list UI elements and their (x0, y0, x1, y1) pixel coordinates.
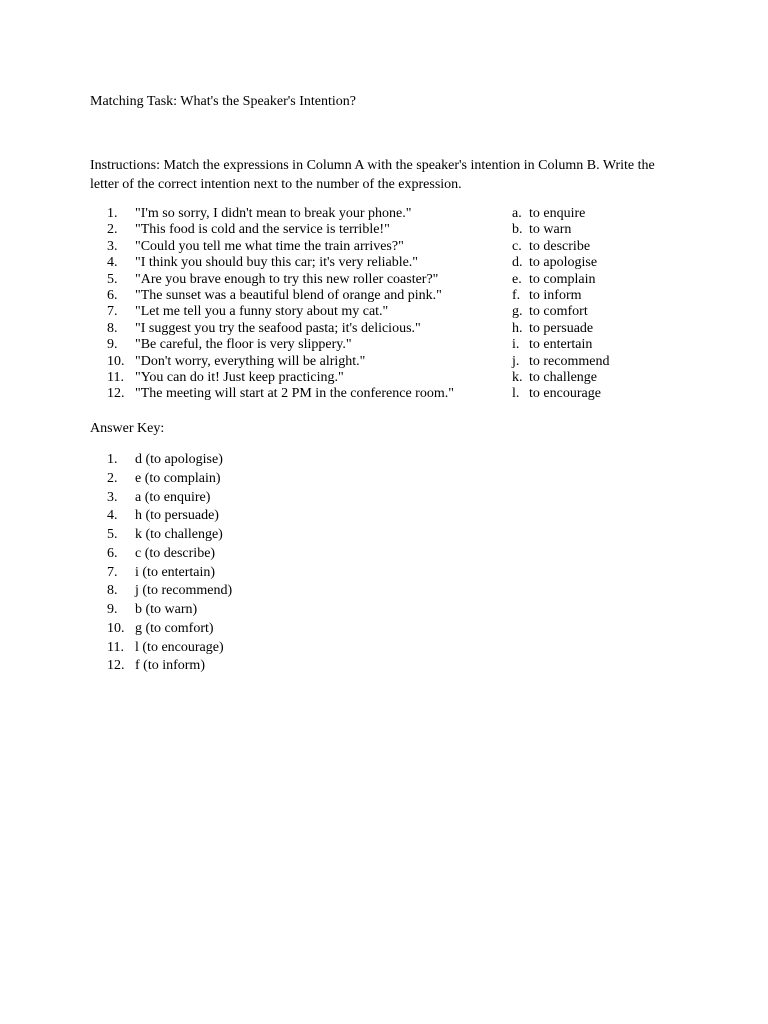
item-number: 5. (107, 527, 118, 542)
expression-text: "Let me tell you a funny story about my cat." (135, 304, 389, 320)
item-number: 2. (107, 470, 118, 486)
answer-item (107, 526, 232, 545)
expression-item (107, 239, 507, 255)
item-letter: b. (512, 222, 523, 238)
intention-text: to apologise (529, 255, 598, 271)
answer-item (107, 620, 232, 639)
item-number: 11. (107, 369, 124, 385)
answer-text: e (to complain) (135, 470, 221, 486)
intention-text: to recommend (529, 353, 610, 369)
item-number: 12. (107, 386, 125, 402)
expression-item (107, 321, 507, 337)
answer-text: i (to entertain) (135, 564, 216, 580)
item-number: 9. (107, 602, 118, 617)
item-number: 12. (107, 658, 125, 674)
answer-item (107, 582, 232, 601)
expression-text: "I think you should buy this car; it's very reliable." (135, 255, 419, 271)
answer-text: a (to enquire) (135, 489, 211, 505)
expression-item (107, 206, 507, 222)
item-letter: j. (512, 353, 520, 369)
answer-item (107, 657, 232, 676)
item-number: 8. (107, 583, 118, 599)
expression-text: "This food is cold and the service is terrible!" (135, 222, 390, 238)
expression-text: "Be careful, the floor is very slippery." (135, 337, 352, 353)
item-letter: i. (512, 337, 520, 353)
expression-text: "I suggest you try the seafood pasta; it's delicious." (135, 320, 421, 336)
answer-item (107, 470, 232, 489)
answer-text: c (to describe) (135, 545, 216, 561)
expression-text: "You can do it! Just keep practicing." (135, 369, 344, 385)
intention-item (512, 222, 712, 238)
instructions-paragraph: Instructions: Match the expressions in Column A with the speaker's intention in Column B. Write the letter of the correct intention next to the number of the expression. (90, 158, 655, 192)
answer-item (107, 601, 232, 620)
answer-item (107, 639, 232, 658)
intention-item (512, 304, 712, 320)
item-letter: l. (512, 386, 520, 402)
answer-item (107, 545, 232, 564)
intention-text: to enquire (529, 206, 586, 221)
item-number: 2. (107, 222, 118, 238)
item-number: 7. (107, 564, 118, 580)
item-number: 1. (107, 206, 118, 221)
intention-text: to encourage (529, 386, 601, 402)
item-number: 7. (107, 304, 118, 320)
intention-text: to persuade (529, 320, 594, 336)
item-letter: f. (512, 287, 521, 303)
answer-text: k (to challenge) (135, 527, 223, 542)
item-number: 4. (107, 508, 118, 524)
expression-text: "The sunset was a beautiful blend of orange and pink." (135, 287, 442, 303)
intention-text: to warn (529, 222, 572, 238)
intention-item (512, 272, 712, 288)
intention-text: to complain (529, 271, 596, 287)
item-letter: g. (512, 304, 523, 320)
item-number: 4. (107, 255, 118, 271)
item-letter: d. (512, 255, 523, 271)
answer-text: f (to inform) (135, 658, 205, 674)
answer-text: b (to warn) (135, 602, 198, 617)
intention-item (512, 206, 712, 222)
column-b-intentions-list (512, 206, 712, 403)
expression-item (107, 255, 507, 271)
column-a-expressions-list (107, 206, 507, 403)
expression-item (107, 337, 507, 353)
intention-item (512, 354, 712, 370)
expression-text: "The meeting will start at 2 PM in the conference room." (135, 386, 454, 402)
item-number: 1. (107, 452, 118, 467)
expression-text: "Don't worry, everything will be alright." (135, 353, 366, 369)
answer-text: h (to persuade) (135, 508, 219, 524)
expression-text: "I'm so sorry, I didn't mean to break your phone." (135, 206, 412, 221)
intention-text: to challenge (529, 369, 598, 385)
answer-text: g (to comfort) (135, 620, 214, 636)
intention-text: to entertain (529, 337, 593, 353)
answer-text: d (to apologise) (135, 452, 223, 467)
answer-item (107, 507, 232, 526)
item-number: 3. (107, 489, 118, 505)
item-number: 10. (107, 353, 125, 369)
expression-item (107, 272, 507, 288)
intention-item (512, 386, 712, 402)
answer-item (107, 489, 232, 508)
intention-item (512, 370, 712, 386)
item-number: 11. (107, 639, 124, 655)
expression-item (107, 304, 507, 320)
page-title: Matching Task: What's the Speaker's Intention? (90, 94, 356, 109)
intention-item (512, 255, 712, 271)
expression-item (107, 354, 507, 370)
item-letter: h. (512, 320, 523, 336)
item-number: 3. (107, 238, 118, 254)
intention-item (512, 239, 712, 255)
expression-item (107, 222, 507, 238)
item-number: 5. (107, 271, 118, 287)
expression-item (107, 370, 507, 386)
expression-item (107, 386, 507, 402)
intention-text: to comfort (529, 304, 588, 320)
answer-item (107, 564, 232, 583)
item-number: 6. (107, 287, 118, 303)
expression-text: "Could you tell me what time the train arrives?" (135, 238, 404, 254)
answer-text: j (to recommend) (135, 583, 233, 599)
item-number: 9. (107, 337, 118, 353)
answer-text: l (to encourage) (135, 639, 224, 655)
answer-key-list (107, 451, 232, 676)
item-number: 6. (107, 545, 118, 561)
intention-item (512, 288, 712, 304)
expression-item (107, 288, 507, 304)
item-letter: a. (512, 206, 522, 221)
item-letter: c. (512, 238, 522, 254)
expression-text: "Are you brave enough to try this new roller coaster?" (135, 271, 439, 287)
item-number: 8. (107, 320, 118, 336)
intention-text: to inform (529, 287, 582, 303)
answer-key-heading: Answer Key: (90, 421, 165, 436)
item-letter: k. (512, 369, 523, 385)
intention-item (512, 321, 712, 337)
item-number: 10. (107, 620, 125, 636)
intention-text: to describe (529, 238, 591, 254)
intention-item (512, 337, 712, 353)
answer-item (107, 451, 232, 470)
item-letter: e. (512, 271, 522, 287)
